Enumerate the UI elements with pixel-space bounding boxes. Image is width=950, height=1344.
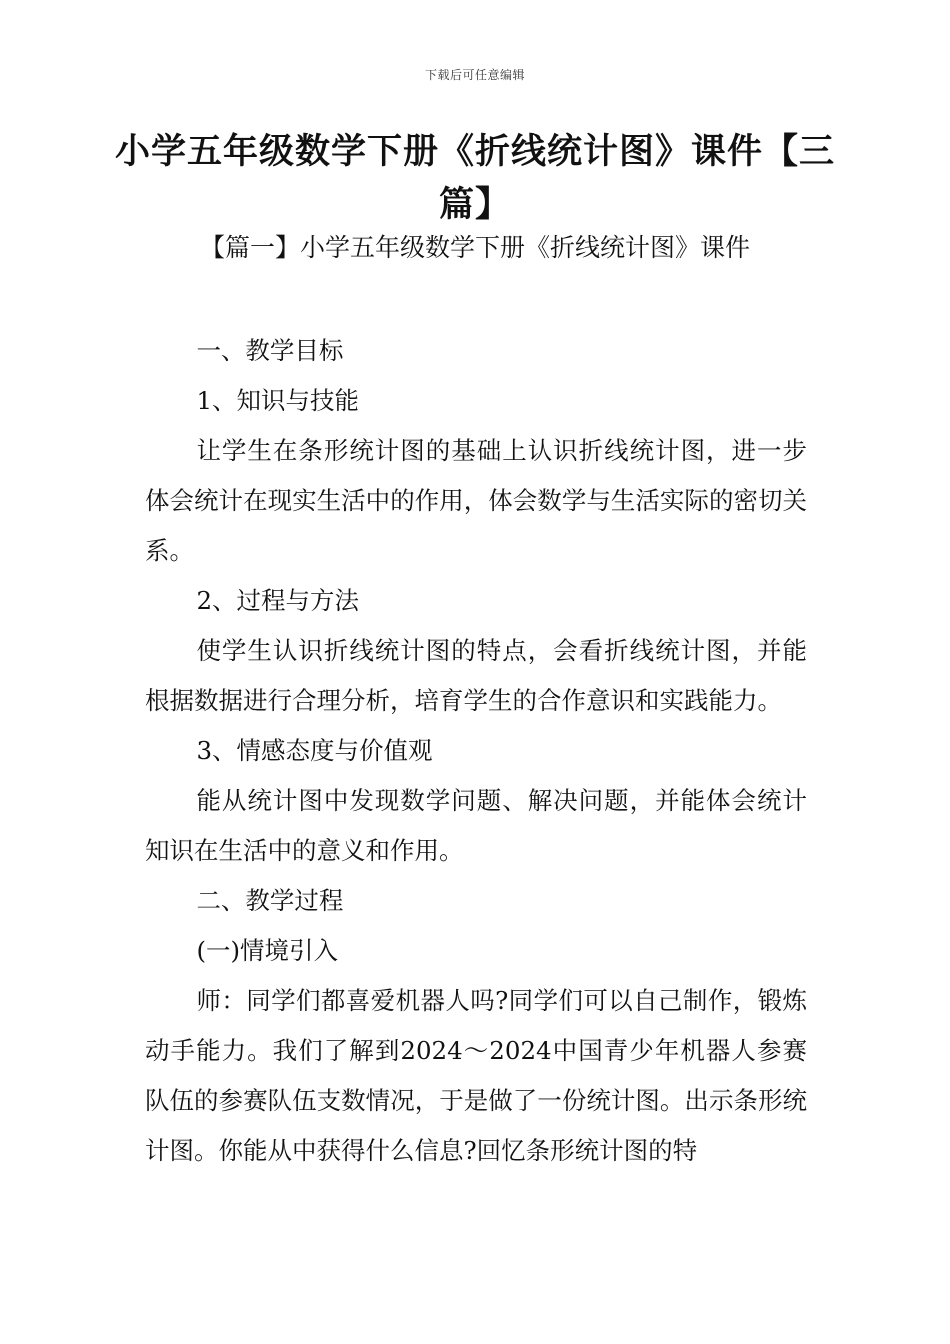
paragraph-process-method: 使学生认识折线统计图的特点，会看折线统计图，并能根据数据进行合理分析，培育学生的合作意识和实践能力。 <box>145 636 807 715</box>
heading-teaching-goals: 一、教学目标 <box>196 336 344 365</box>
paragraph-teacher-dialogue: 师：同学们都喜爱机器人吗?同学们可以自己制作，锻炼动手能力。我们了解到2024～2024中国青少年机器人参赛队伍的参赛队伍支数情况，于是做了一份统计图。出示条形统计图。你能从中获得什么信息?回忆条形统计图的特 <box>145 986 807 1165</box>
heading-process-method: 2、过程与方法 <box>196 586 360 615</box>
paragraph-emotion-values: 能从统计图中发现数学问题、解决问题，并能体会统计知识在生活中的意义和作用。 <box>145 786 807 865</box>
heading-teaching-process: 二、教学过程 <box>196 886 344 915</box>
heading-emotion-values: 3、情感态度与价值观 <box>196 736 433 765</box>
document-title: 小学五年级数学下册《折线统计图》课件【三篇】 <box>114 132 835 225</box>
heading-knowledge-skills: 1、知识与技能 <box>196 386 360 415</box>
document-body <box>145 326 807 1176</box>
paragraph-knowledge-skills: 让学生在条形统计图的基础上认识折线统计图，进一步体会统计在现实生活中的作用，体会数学与生活实际的密切关系。 <box>145 436 807 565</box>
heading-scenario-intro: (一)情境引入 <box>196 936 339 965</box>
page-header-note: 下载后可任意编辑 <box>424 68 525 82</box>
section-subtitle: 【篇一】小学五年级数学下册《折线统计图》课件 <box>199 233 750 262</box>
